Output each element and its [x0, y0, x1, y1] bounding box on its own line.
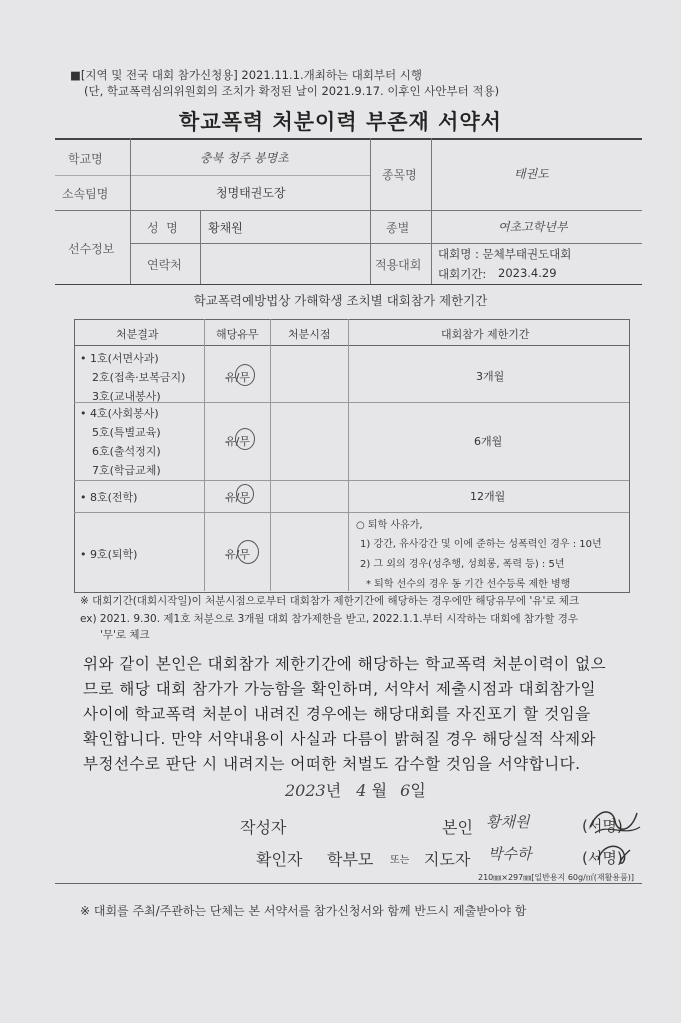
- table-note-3: '무'로 체크: [100, 629, 150, 641]
- name-value: 황채원: [208, 221, 243, 235]
- sport-label: 종목명: [382, 168, 417, 182]
- signature-scribble-2: [590, 838, 640, 870]
- date-month: 4: [356, 781, 367, 800]
- table-note-1: ※ 대회기간(대회시작일)이 처분시점으로부터 대회참가 제한기간에 해당하는 경우에만 해당유무에 '유'로 체크: [80, 595, 580, 607]
- col-header-time: 처분시점: [288, 328, 331, 341]
- confirmer-label: 확인자: [256, 850, 303, 869]
- page-title: 학교폭력 처분이력 부존재 서약서: [179, 110, 502, 134]
- row2-item-3: 6호(출석정지): [92, 445, 161, 458]
- player-info-label: 선수정보: [68, 242, 115, 256]
- col-header-applicable: 해당유무: [216, 328, 259, 341]
- event-label: 적용대회: [375, 258, 422, 272]
- event-name: 대회명 : 문체부태권도대회: [438, 247, 572, 261]
- sign-2: (서명): [582, 849, 623, 867]
- row2-yn: 유/무: [225, 435, 250, 448]
- date-day-unit: 일: [410, 781, 426, 800]
- pledge-date: [285, 778, 426, 801]
- row1-item-1: • 1호(서면사과): [80, 352, 159, 365]
- header-note-1: ■[지역 및 전국 대회 참가신청용] 2021.11.1.개최하는 대회부터 시행: [70, 68, 423, 82]
- self-label: 본인: [442, 818, 473, 837]
- row2-item-4: 7호(학급교체): [92, 464, 161, 477]
- self-name: 황채원: [486, 813, 530, 831]
- col-header-period: 대회참가 제한기간: [441, 328, 530, 341]
- row2-item-2: 5호(특별교육): [92, 426, 161, 439]
- row2-period: 6개월: [474, 435, 503, 448]
- date-year-unit: 년: [325, 781, 342, 800]
- date-day: 6: [400, 781, 411, 800]
- table-note-2: ex) 2021. 9.30. 제1호 처분으로 3개월 대회 참가제한을 받고, 2022.1.1.부터 시작하는 대회에 참가할 경우: [80, 613, 578, 625]
- row4-period-line-4: * 퇴학 선수의 경우 동 기간 선수등록 제한 병행: [366, 579, 571, 590]
- team-label: 소속팀명: [62, 187, 109, 201]
- event-period-value: 2023.4.29: [498, 266, 557, 280]
- school-value: 충북 청주 봉명초: [200, 151, 289, 165]
- circle-mark-icon: [235, 364, 255, 386]
- category-value: 여초고학년부: [498, 220, 568, 234]
- row3-period: 12개월: [470, 490, 506, 503]
- circle-mark-icon: [237, 540, 259, 564]
- sign-1: (서명): [582, 817, 623, 835]
- row4-period-line-2: 1) 강간, 유사강간 및 이에 준하는 성폭력인 경우 : 10년: [360, 539, 602, 550]
- signature-scribble-1: [585, 803, 645, 841]
- paper-spec: 210㎜×297㎜[일반용지 60g/㎡(재활용품)]: [478, 873, 635, 882]
- school-label: 학교명: [68, 152, 103, 166]
- row1-yn: 유/무: [225, 371, 250, 384]
- row3-yn: 유/무: [225, 491, 250, 504]
- date-year: 2023: [285, 781, 326, 800]
- pledge-line-1: 위와 같이 본인은 대회참가 제한기간에 해당하는 학교폭력 처분이력이 없으: [83, 655, 607, 673]
- pledge-line-3: 사이에 학교폭력 처분이 내려진 경우에는 해당대회를 자진포기 할 것임을: [83, 705, 591, 723]
- coach-name: 박수하: [488, 845, 532, 863]
- row4-period-line-3: 2) 그 외의 경우(성추행, 성희롱, 폭력 등) : 5년: [360, 559, 565, 570]
- row4-item-1: • 9호(퇴학): [80, 548, 138, 561]
- row3-item-1: • 8호(전학): [80, 491, 138, 504]
- writer-label: 작성자: [240, 818, 287, 837]
- event-period-label: 대회기간:: [438, 267, 487, 281]
- team-value: 청명태권도장: [216, 186, 286, 200]
- coach-label: 지도자: [424, 850, 471, 869]
- table-caption: 학교폭력예방법상 가해학생 조치별 대회참가 제한기간: [193, 293, 488, 308]
- row4-period-line-1: ○ 퇴학 사유가,: [356, 520, 423, 531]
- sport-value: 태권도: [514, 167, 549, 181]
- category-label: 종별: [386, 221, 410, 235]
- circle-mark-icon: [236, 484, 254, 504]
- row4-yn: 유/무: [225, 548, 250, 561]
- or-label: 또는: [390, 855, 410, 866]
- row1-item-3: 3호(교내봉사): [92, 390, 161, 403]
- pledge-line-4: 확인합니다. 만약 서약내용이 사실과 다름이 밝혀질 경우 해당실적 삭제와: [83, 730, 597, 748]
- pledge-line-5: 부정선수로 판단 시 내려지는 어떠한 처벌도 감수할 것임을 서약합니다.: [83, 755, 581, 773]
- row1-item-2: 2호(접촉·보복금지): [92, 371, 186, 384]
- parent-label: 학부모: [327, 850, 374, 869]
- name-label: 성 명: [147, 221, 178, 235]
- contact-label: 연락처: [147, 258, 182, 272]
- row2-item-1: • 4호(사회봉사): [80, 407, 159, 420]
- date-month-unit: 월: [371, 781, 388, 800]
- col-header-result: 처분결과: [116, 328, 159, 341]
- header-note-2: (단, 학교폭력심의위원회의 조치가 확정된 날이 2021.9.17. 이후인 사안부터 적용): [84, 84, 500, 98]
- pledge-line-2: 므로 해당 대회 참가가 가능함을 확인하며, 서약서 제출시점과 대회참가일: [83, 680, 597, 698]
- footer-note: ※ 대회를 주최/주관하는 단체는 본 서약서를 참가신청서와 함께 반드시 제출받아야 함: [80, 904, 527, 918]
- circle-mark-icon: [235, 428, 255, 450]
- row1-period: 3개월: [476, 370, 505, 383]
